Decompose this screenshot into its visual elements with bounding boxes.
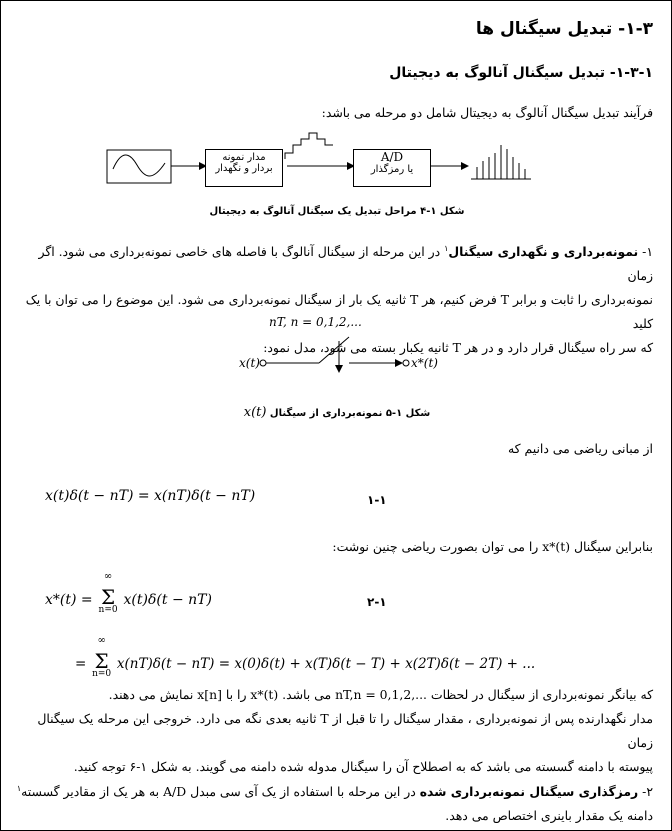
encoding-term: رمزگذاری سیگنال نمونه‌برداری شده xyxy=(419,784,639,800)
equation-1-2-line1: x*(t) = ∞ Σ n=0 x(t)δ(t − nT) xyxy=(45,571,212,615)
switch-label: nT, n = 0,1,2,... xyxy=(269,315,362,329)
figure-4-caption: شکل ۱-۴ مراحل تبدیل یک سیگنال آنالوگ به دیجیتال xyxy=(209,206,465,217)
intro-text: فرآیند تبدیل سیگنال آنالوگ به دیجیتال شامل دو مرحله می باشد: xyxy=(321,105,653,120)
sampling-term: نمونه‌برداری و نگهداری سیگنال xyxy=(448,244,639,260)
equation-1-2-line2: = ∞ Σ n=0 x(nT)δ(t − nT) = x(0)δ(t) + x(T)δ(t − T) + x(2T)δ(t − 2T) + ... xyxy=(75,635,536,679)
sample-hold-box: مدار نمونه بردار و نگهدار xyxy=(205,149,283,187)
paragraph-2: ۲- رمزگذاری سیگنال نمونه‌برداری شده در این مرحله با استفاده از یک آی سی مبدل A/D به هر یک از مقادیر گسسته$^۱$ دامنه یک مقدار باینری اختصاص می دهد. xyxy=(16,784,653,824)
figure-5-caption: شکل ۱-۵ نمونه‌برداری از سیگنال x(t) xyxy=(243,405,431,420)
analog-signal-box xyxy=(107,150,171,183)
equation-1-2-number: ۲-۱ xyxy=(367,595,387,609)
figure-4-diagram xyxy=(91,129,551,201)
paragraph-after-equations: که بیانگر نمونه‌برداری از سیگنال در لحظات ...,nT,n = 0,1,2 می باشد. (t)*x را با x[n] نمایش می دهند. مدار نگهدارنده پس از نمونه‌برداری ، مقدار سیگنال را تا قبل از T ثانیه بعدی نگه می دارد. خروجی این مرحله یک سیگنال زمان پیوسته با دامنه گسسته می باشد که به اصطلاح آن را سیگنال مدوله شده دامنه می گویند. به شکل ۱-۶ توجه کنید. xyxy=(37,687,653,774)
section-title: ۱-۳- تبدیل سیگنال ها xyxy=(475,19,653,39)
math-intro-text: از مبانی ریاضی می دانیم که xyxy=(507,441,653,456)
digital-output-bars xyxy=(471,145,531,179)
switch-output-label: x*(t) xyxy=(411,356,438,370)
paragraph-1: ۱- نمونه‌برداری و نگهداری سیگنال$^۱$ در این مرحله از سیگنال آنالوگ با فاصله های خاصی نمونه‌برداری می شود. اگر زمان نمونه‌برداری را ثابت و برابر T فرض کنیم، هر T ثانیه یک بار از سیگنال نمونه‌برداری می شود. این موضوع را می توان با یک کلید که سر راه سیگنال قرار دارد و در هر T ثانیه یکبار بسته می شود، مدل نمود: xyxy=(25,244,653,356)
equation-1-1: x(t)δ(t − nT) = x(nT)δ(t − nT) xyxy=(45,488,256,504)
therefore-text: بنابراین سیگنال (t)*x را می توان بصورت ریاضی چنین نوشت: xyxy=(332,539,653,554)
switch-input-label: x(t) xyxy=(239,356,260,370)
adc-box: A/D یا رمزگذار xyxy=(353,149,431,187)
staircase-signal xyxy=(285,133,333,159)
subsection-title: ۱-۳-۱- تبدیل سیگنال آنالوگ به دیجیتال xyxy=(389,65,653,81)
equation-1-1-number: ۱-۱ xyxy=(367,493,387,507)
